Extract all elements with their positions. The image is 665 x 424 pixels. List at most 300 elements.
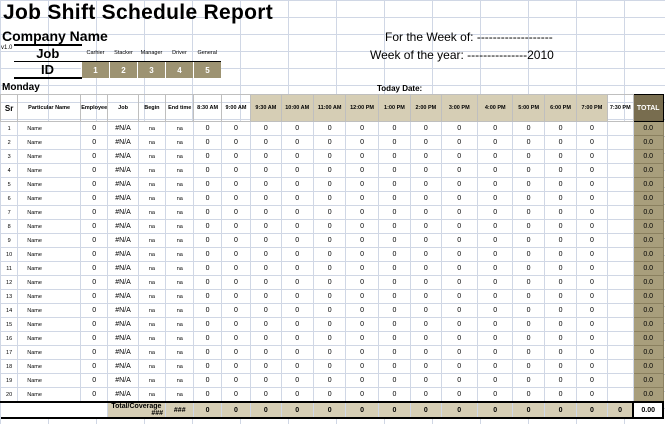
- row-hour-cell[interactable]: 0: [281, 290, 313, 304]
- row-hour-cell[interactable]: 0: [411, 178, 441, 192]
- row-hour-cell[interactable]: 0: [221, 332, 250, 346]
- row-hour-cell[interactable]: 0: [477, 346, 512, 360]
- row-hour-cell[interactable]: 0: [221, 360, 250, 374]
- row-hour-cell[interactable]: [607, 220, 633, 234]
- row-hour-cell[interactable]: 0: [544, 122, 576, 136]
- row-hour-cell[interactable]: 0: [378, 164, 410, 178]
- row-hour-cell[interactable]: 0: [378, 374, 410, 388]
- row-hour-cell[interactable]: [607, 192, 633, 206]
- row-hour-cell[interactable]: 0: [577, 206, 607, 220]
- row-hour-cell[interactable]: 0: [281, 178, 313, 192]
- row-hour-cell[interactable]: 0: [281, 164, 313, 178]
- row-employee[interactable]: 0: [81, 332, 108, 346]
- row-hour-cell[interactable]: 0: [441, 262, 477, 276]
- row-hour-cell[interactable]: 0: [346, 374, 378, 388]
- row-employee[interactable]: 0: [81, 164, 108, 178]
- row-hour-cell[interactable]: 0: [577, 150, 607, 164]
- row-hour-cell[interactable]: 0: [281, 388, 313, 403]
- row-hour-cell[interactable]: 0: [544, 304, 576, 318]
- row-hour-cell[interactable]: 0: [281, 206, 313, 220]
- row-end[interactable]: na: [166, 220, 194, 234]
- row-hour-cell[interactable]: 0: [378, 290, 410, 304]
- row-begin[interactable]: na: [138, 234, 165, 248]
- row-hour-cell[interactable]: 0: [441, 248, 477, 262]
- row-hour-cell[interactable]: 0: [378, 388, 410, 403]
- row-hour-cell[interactable]: 0: [378, 136, 410, 150]
- row-hour-cell[interactable]: 0: [411, 150, 441, 164]
- row-begin[interactable]: na: [138, 150, 165, 164]
- row-hour-cell[interactable]: 0: [194, 304, 221, 318]
- row-hour-cell[interactable]: 0: [194, 122, 221, 136]
- row-hour-cell[interactable]: 0: [544, 178, 576, 192]
- row-name[interactable]: Name: [18, 262, 81, 276]
- row-hour-cell[interactable]: 0: [346, 122, 378, 136]
- row-hour-cell[interactable]: 0: [441, 360, 477, 374]
- row-hour-cell[interactable]: 0: [513, 346, 544, 360]
- row-hour-cell[interactable]: [607, 374, 633, 388]
- row-hour-cell[interactable]: 0: [251, 304, 281, 318]
- row-employee[interactable]: 0: [81, 360, 108, 374]
- row-hour-cell[interactable]: 0: [411, 388, 441, 403]
- row-hour-cell[interactable]: 0: [221, 220, 250, 234]
- row-hour-cell[interactable]: 0: [411, 332, 441, 346]
- row-begin[interactable]: na: [138, 360, 165, 374]
- row-hour-cell[interactable]: 0: [221, 318, 250, 332]
- row-hour-cell[interactable]: 0: [441, 318, 477, 332]
- row-hour-cell[interactable]: 0: [194, 332, 221, 346]
- row-employee[interactable]: 0: [81, 206, 108, 220]
- row-hour-cell[interactable]: 0: [221, 248, 250, 262]
- row-hour-cell[interactable]: 0: [221, 234, 250, 248]
- row-hour-cell[interactable]: 0: [441, 388, 477, 403]
- row-hour-cell[interactable]: [607, 150, 633, 164]
- row-hour-cell[interactable]: 0: [281, 318, 313, 332]
- row-begin[interactable]: na: [138, 346, 165, 360]
- row-hour-cell[interactable]: 0: [544, 150, 576, 164]
- row-hour-cell[interactable]: 0: [251, 318, 281, 332]
- row-hour-cell[interactable]: 0: [194, 206, 221, 220]
- row-name[interactable]: Name: [18, 388, 81, 403]
- row-hour-cell[interactable]: 0: [441, 290, 477, 304]
- row-hour-cell[interactable]: 0: [221, 178, 250, 192]
- row-hour-cell[interactable]: 0: [577, 374, 607, 388]
- row-hour-cell[interactable]: 0: [411, 346, 441, 360]
- row-hour-cell[interactable]: [607, 332, 633, 346]
- row-name[interactable]: Name: [18, 220, 81, 234]
- row-hour-cell[interactable]: 0: [477, 290, 512, 304]
- row-employee[interactable]: 0: [81, 178, 108, 192]
- row-hour-cell[interactable]: 0: [441, 206, 477, 220]
- row-hour-cell[interactable]: 0: [194, 164, 221, 178]
- row-hour-cell[interactable]: 0: [251, 388, 281, 403]
- row-hour-cell[interactable]: 0: [194, 276, 221, 290]
- row-hour-cell[interactable]: 0: [313, 206, 345, 220]
- row-hour-cell[interactable]: 0: [378, 360, 410, 374]
- row-hour-cell[interactable]: 0: [513, 192, 544, 206]
- row-employee[interactable]: 0: [81, 346, 108, 360]
- row-hour-cell[interactable]: 0: [221, 262, 250, 276]
- row-hour-cell[interactable]: 0: [313, 374, 345, 388]
- row-hour-cell[interactable]: 0: [313, 248, 345, 262]
- row-hour-cell[interactable]: 0: [281, 136, 313, 150]
- row-employee[interactable]: 0: [81, 304, 108, 318]
- row-name[interactable]: Name: [18, 164, 81, 178]
- row-begin[interactable]: na: [138, 332, 165, 346]
- week-of-year-field[interactable]: Week of the year: ---------------2010: [370, 48, 554, 62]
- row-hour-cell[interactable]: 0: [378, 122, 410, 136]
- row-hour-cell[interactable]: 0: [544, 262, 576, 276]
- row-end[interactable]: na: [166, 122, 194, 136]
- row-begin[interactable]: na: [138, 388, 165, 403]
- row-hour-cell[interactable]: 0: [544, 346, 576, 360]
- job-name-cell[interactable]: Carhier: [82, 45, 110, 62]
- row-hour-cell[interactable]: 0: [513, 262, 544, 276]
- row-employee[interactable]: 0: [81, 374, 108, 388]
- row-hour-cell[interactable]: 0: [313, 388, 345, 403]
- row-employee[interactable]: 0: [81, 192, 108, 206]
- row-hour-cell[interactable]: [607, 206, 633, 220]
- row-hour-cell[interactable]: 0: [378, 276, 410, 290]
- row-hour-cell[interactable]: 0: [513, 122, 544, 136]
- row-begin[interactable]: na: [138, 192, 165, 206]
- row-hour-cell[interactable]: [607, 178, 633, 192]
- row-hour-cell[interactable]: 0: [577, 304, 607, 318]
- row-hour-cell[interactable]: 0: [544, 360, 576, 374]
- row-begin[interactable]: na: [138, 122, 165, 136]
- row-end[interactable]: na: [166, 178, 194, 192]
- row-hour-cell[interactable]: 0: [577, 164, 607, 178]
- row-hour-cell[interactable]: 0: [513, 234, 544, 248]
- row-hour-cell[interactable]: 0: [251, 234, 281, 248]
- row-hour-cell[interactable]: 0: [313, 332, 345, 346]
- row-hour-cell[interactable]: 0: [477, 332, 512, 346]
- row-hour-cell[interactable]: 0: [411, 276, 441, 290]
- row-hour-cell[interactable]: 0: [313, 178, 345, 192]
- row-employee[interactable]: 0: [81, 276, 108, 290]
- row-name[interactable]: Name: [18, 346, 81, 360]
- row-hour-cell[interactable]: 0: [441, 178, 477, 192]
- row-begin[interactable]: na: [138, 136, 165, 150]
- row-name[interactable]: Name: [18, 318, 81, 332]
- row-hour-cell[interactable]: [607, 136, 633, 150]
- row-hour-cell[interactable]: [607, 388, 633, 403]
- row-hour-cell[interactable]: 0: [281, 192, 313, 206]
- row-hour-cell[interactable]: [607, 318, 633, 332]
- row-hour-cell[interactable]: 0: [281, 374, 313, 388]
- row-hour-cell[interactable]: 0: [221, 304, 250, 318]
- row-hour-cell[interactable]: 0: [194, 318, 221, 332]
- row-hour-cell[interactable]: 0: [477, 276, 512, 290]
- row-hour-cell[interactable]: 0: [346, 136, 378, 150]
- row-hour-cell[interactable]: 0: [251, 276, 281, 290]
- row-name[interactable]: Name: [18, 332, 81, 346]
- row-hour-cell[interactable]: 0: [513, 206, 544, 220]
- row-hour-cell[interactable]: 0: [281, 248, 313, 262]
- row-begin[interactable]: na: [138, 374, 165, 388]
- row-hour-cell[interactable]: 0: [194, 136, 221, 150]
- row-hour-cell[interactable]: 0: [281, 346, 313, 360]
- row-begin[interactable]: na: [138, 220, 165, 234]
- week-of-field[interactable]: For the Week of: -------------------: [385, 30, 553, 44]
- row-hour-cell[interactable]: 0: [411, 234, 441, 248]
- row-hour-cell[interactable]: 0: [477, 360, 512, 374]
- row-hour-cell[interactable]: 0: [477, 318, 512, 332]
- row-hour-cell[interactable]: 0: [411, 290, 441, 304]
- row-hour-cell[interactable]: 0: [346, 164, 378, 178]
- row-hour-cell[interactable]: 0: [221, 276, 250, 290]
- row-hour-cell[interactable]: [607, 346, 633, 360]
- row-hour-cell[interactable]: 0: [411, 220, 441, 234]
- row-employee[interactable]: 0: [81, 262, 108, 276]
- row-hour-cell[interactable]: 0: [441, 164, 477, 178]
- row-hour-cell[interactable]: 0: [378, 234, 410, 248]
- row-hour-cell[interactable]: 0: [411, 192, 441, 206]
- row-hour-cell[interactable]: 0: [441, 332, 477, 346]
- row-hour-cell[interactable]: 0: [281, 234, 313, 248]
- row-hour-cell[interactable]: 0: [221, 164, 250, 178]
- row-end[interactable]: na: [166, 332, 194, 346]
- row-hour-cell[interactable]: 0: [251, 122, 281, 136]
- row-hour-cell[interactable]: 0: [251, 136, 281, 150]
- row-end[interactable]: na: [166, 234, 194, 248]
- row-end[interactable]: na: [166, 136, 194, 150]
- row-hour-cell[interactable]: 0: [513, 136, 544, 150]
- row-hour-cell[interactable]: 0: [441, 346, 477, 360]
- row-hour-cell[interactable]: 0: [251, 290, 281, 304]
- row-hour-cell[interactable]: 0: [577, 332, 607, 346]
- row-hour-cell[interactable]: 0: [194, 262, 221, 276]
- row-name[interactable]: Name: [18, 136, 81, 150]
- row-begin[interactable]: na: [138, 276, 165, 290]
- row-hour-cell[interactable]: 0: [221, 136, 250, 150]
- row-hour-cell[interactable]: 0: [281, 220, 313, 234]
- row-hour-cell[interactable]: 0: [281, 122, 313, 136]
- row-employee[interactable]: 0: [81, 150, 108, 164]
- row-hour-cell[interactable]: 0: [281, 360, 313, 374]
- row-hour-cell[interactable]: 0: [221, 150, 250, 164]
- row-hour-cell[interactable]: 0: [251, 220, 281, 234]
- row-hour-cell[interactable]: 0: [513, 388, 544, 403]
- row-hour-cell[interactable]: 0: [378, 192, 410, 206]
- row-hour-cell[interactable]: 0: [346, 248, 378, 262]
- row-hour-cell[interactable]: 0: [441, 192, 477, 206]
- row-hour-cell[interactable]: 0: [194, 346, 221, 360]
- row-hour-cell[interactable]: 0: [577, 220, 607, 234]
- row-hour-cell[interactable]: 0: [194, 360, 221, 374]
- row-hour-cell[interactable]: 0: [441, 122, 477, 136]
- row-hour-cell[interactable]: 0: [378, 206, 410, 220]
- row-hour-cell[interactable]: 0: [378, 262, 410, 276]
- row-hour-cell[interactable]: 0: [313, 262, 345, 276]
- row-hour-cell[interactable]: 0: [544, 388, 576, 403]
- row-end[interactable]: na: [166, 248, 194, 262]
- row-hour-cell[interactable]: 0: [544, 192, 576, 206]
- row-hour-cell[interactable]: 0: [441, 150, 477, 164]
- row-hour-cell[interactable]: 0: [346, 388, 378, 403]
- row-hour-cell[interactable]: 0: [477, 220, 512, 234]
- job-name-cell[interactable]: Manager: [138, 45, 166, 62]
- row-hour-cell[interactable]: 0: [281, 150, 313, 164]
- row-hour-cell[interactable]: 0: [577, 388, 607, 403]
- row-hour-cell[interactable]: 0: [513, 178, 544, 192]
- row-hour-cell[interactable]: 0: [544, 164, 576, 178]
- row-begin[interactable]: na: [138, 290, 165, 304]
- row-hour-cell[interactable]: 0: [221, 206, 250, 220]
- row-end[interactable]: na: [166, 150, 194, 164]
- row-hour-cell[interactable]: 0: [477, 374, 512, 388]
- row-hour-cell[interactable]: 0: [513, 304, 544, 318]
- row-hour-cell[interactable]: 0: [411, 206, 441, 220]
- row-hour-cell[interactable]: 0: [346, 304, 378, 318]
- row-hour-cell[interactable]: 0: [477, 192, 512, 206]
- row-hour-cell[interactable]: 0: [378, 178, 410, 192]
- row-hour-cell[interactable]: 0: [577, 262, 607, 276]
- row-hour-cell[interactable]: [607, 276, 633, 290]
- row-hour-cell[interactable]: 0: [544, 220, 576, 234]
- row-hour-cell[interactable]: 0: [346, 220, 378, 234]
- row-hour-cell[interactable]: 0: [577, 178, 607, 192]
- row-hour-cell[interactable]: 0: [513, 220, 544, 234]
- row-hour-cell[interactable]: 0: [194, 374, 221, 388]
- row-end[interactable]: na: [166, 374, 194, 388]
- row-hour-cell[interactable]: 0: [221, 122, 250, 136]
- row-hour-cell[interactable]: 0: [411, 360, 441, 374]
- row-end[interactable]: na: [166, 276, 194, 290]
- row-hour-cell[interactable]: 0: [477, 262, 512, 276]
- row-hour-cell[interactable]: 0: [577, 276, 607, 290]
- row-hour-cell[interactable]: 0: [378, 248, 410, 262]
- row-hour-cell[interactable]: 0: [346, 206, 378, 220]
- row-hour-cell[interactable]: 0: [346, 276, 378, 290]
- row-hour-cell[interactable]: 0: [411, 374, 441, 388]
- row-hour-cell[interactable]: 0: [194, 220, 221, 234]
- row-hour-cell[interactable]: 0: [378, 220, 410, 234]
- row-hour-cell[interactable]: 0: [313, 346, 345, 360]
- row-hour-cell[interactable]: 0: [544, 290, 576, 304]
- row-hour-cell[interactable]: [607, 234, 633, 248]
- row-hour-cell[interactable]: 0: [251, 178, 281, 192]
- row-hour-cell[interactable]: 0: [313, 234, 345, 248]
- row-hour-cell[interactable]: 0: [194, 192, 221, 206]
- row-end[interactable]: na: [166, 262, 194, 276]
- row-hour-cell[interactable]: 0: [577, 136, 607, 150]
- row-name[interactable]: Name: [18, 290, 81, 304]
- row-hour-cell[interactable]: [607, 164, 633, 178]
- row-hour-cell[interactable]: 0: [313, 304, 345, 318]
- row-hour-cell[interactable]: 0: [544, 332, 576, 346]
- row-hour-cell[interactable]: 0: [346, 360, 378, 374]
- row-hour-cell[interactable]: 0: [346, 332, 378, 346]
- row-hour-cell[interactable]: 0: [194, 178, 221, 192]
- row-hour-cell[interactable]: 0: [411, 122, 441, 136]
- row-hour-cell[interactable]: 0: [577, 346, 607, 360]
- row-hour-cell[interactable]: 0: [477, 234, 512, 248]
- row-hour-cell[interactable]: 0: [346, 290, 378, 304]
- row-end[interactable]: na: [166, 290, 194, 304]
- row-hour-cell[interactable]: 0: [411, 136, 441, 150]
- row-hour-cell[interactable]: [607, 122, 633, 136]
- row-name[interactable]: Name: [18, 374, 81, 388]
- row-hour-cell[interactable]: 0: [281, 262, 313, 276]
- row-hour-cell[interactable]: 0: [194, 388, 221, 403]
- row-name[interactable]: Name: [18, 248, 81, 262]
- row-hour-cell[interactable]: 0: [477, 178, 512, 192]
- row-hour-cell[interactable]: 0: [378, 304, 410, 318]
- row-hour-cell[interactable]: 0: [313, 150, 345, 164]
- row-hour-cell[interactable]: 0: [411, 318, 441, 332]
- row-hour-cell[interactable]: 0: [577, 290, 607, 304]
- row-hour-cell[interactable]: 0: [194, 234, 221, 248]
- job-name-cell[interactable]: General: [194, 45, 222, 62]
- row-hour-cell[interactable]: 0: [251, 150, 281, 164]
- row-hour-cell[interactable]: 0: [251, 332, 281, 346]
- row-hour-cell[interactable]: 0: [513, 318, 544, 332]
- row-end[interactable]: na: [166, 192, 194, 206]
- row-name[interactable]: Name: [18, 150, 81, 164]
- row-begin[interactable]: na: [138, 248, 165, 262]
- row-hour-cell[interactable]: 0: [577, 192, 607, 206]
- row-begin[interactable]: na: [138, 206, 165, 220]
- row-name[interactable]: Name: [18, 360, 81, 374]
- row-hour-cell[interactable]: 0: [378, 346, 410, 360]
- row-hour-cell[interactable]: 0: [577, 234, 607, 248]
- row-employee[interactable]: 0: [81, 220, 108, 234]
- row-hour-cell[interactable]: 0: [544, 276, 576, 290]
- row-hour-cell[interactable]: 0: [477, 304, 512, 318]
- row-hour-cell[interactable]: [607, 248, 633, 262]
- row-employee[interactable]: 0: [81, 122, 108, 136]
- row-hour-cell[interactable]: 0: [221, 388, 250, 403]
- row-hour-cell[interactable]: 0: [194, 290, 221, 304]
- row-hour-cell[interactable]: 0: [513, 332, 544, 346]
- row-hour-cell[interactable]: 0: [477, 388, 512, 403]
- row-hour-cell[interactable]: 0: [313, 360, 345, 374]
- row-hour-cell[interactable]: 0: [281, 276, 313, 290]
- row-hour-cell[interactable]: 0: [313, 192, 345, 206]
- row-hour-cell[interactable]: 0: [441, 234, 477, 248]
- row-hour-cell[interactable]: 0: [411, 262, 441, 276]
- row-hour-cell[interactable]: 0: [281, 304, 313, 318]
- row-employee[interactable]: 0: [81, 290, 108, 304]
- row-hour-cell[interactable]: 0: [313, 276, 345, 290]
- row-hour-cell[interactable]: 0: [221, 374, 250, 388]
- row-hour-cell[interactable]: 0: [577, 248, 607, 262]
- row-begin[interactable]: na: [138, 262, 165, 276]
- row-hour-cell[interactable]: 0: [441, 304, 477, 318]
- row-hour-cell[interactable]: [607, 262, 633, 276]
- row-hour-cell[interactable]: 0: [313, 318, 345, 332]
- row-hour-cell[interactable]: 0: [577, 360, 607, 374]
- row-hour-cell[interactable]: 0: [194, 248, 221, 262]
- row-begin[interactable]: na: [138, 178, 165, 192]
- row-name[interactable]: Name: [18, 122, 81, 136]
- row-hour-cell[interactable]: 0: [513, 248, 544, 262]
- row-hour-cell[interactable]: 0: [441, 374, 477, 388]
- row-hour-cell[interactable]: 0: [577, 122, 607, 136]
- row-name[interactable]: Name: [18, 206, 81, 220]
- row-hour-cell[interactable]: 0: [346, 178, 378, 192]
- row-hour-cell[interactable]: 0: [313, 136, 345, 150]
- row-hour-cell[interactable]: 0: [378, 332, 410, 346]
- row-hour-cell[interactable]: 0: [441, 220, 477, 234]
- row-hour-cell[interactable]: 0: [346, 262, 378, 276]
- row-employee[interactable]: 0: [81, 136, 108, 150]
- row-hour-cell[interactable]: 0: [513, 164, 544, 178]
- row-hour-cell[interactable]: 0: [411, 164, 441, 178]
- row-hour-cell[interactable]: 0: [346, 318, 378, 332]
- row-name[interactable]: Name: [18, 192, 81, 206]
- row-hour-cell[interactable]: 0: [346, 192, 378, 206]
